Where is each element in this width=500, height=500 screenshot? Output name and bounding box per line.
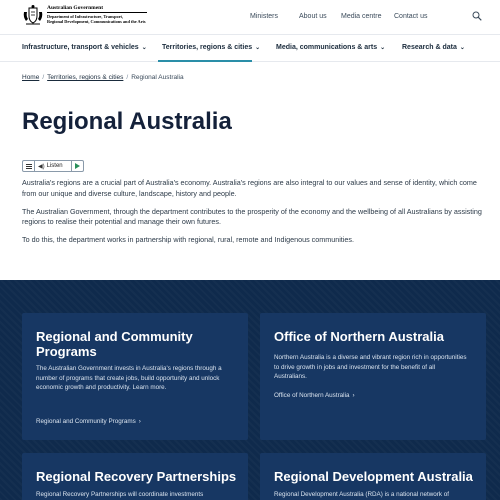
logo-divider: [47, 12, 147, 13]
card-title: Regional Development Australia: [274, 469, 473, 484]
nav-item-territories[interactable]: [162, 44, 260, 51]
card-title: Regional and Community Programs: [36, 329, 193, 359]
breadcrumb-parent[interactable]: Territories, regions & cities: [47, 74, 124, 81]
card-title: Office of Northern Australia: [274, 329, 444, 344]
feature-section: [0, 280, 500, 500]
government-logo[interactable]: [22, 4, 152, 30]
chevron-down-icon: ⌄: [459, 45, 465, 51]
nav-item-media[interactable]: [276, 44, 385, 51]
chevron-down-icon: ⌄: [141, 45, 147, 51]
intro-paragraph: The Australian Government, through the department contributes to the prosperity of the economy and the wellbeing of all Australians by assisting regions to realise their potential and manage their own futures.: [22, 206, 482, 226]
nav-item-infrastructure[interactable]: [22, 44, 147, 51]
intro-paragraph: Australia's regions are a crucial part of Australia's economy. Australia's regions are also integral to our values and sense of identity, which come from our unique and diverse culture, landscape, history and people.: [22, 178, 477, 198]
logo-department-line1: Department of Infrastructure, Transport,: [47, 14, 124, 19]
speaker-icon: ◀): [38, 163, 45, 170]
feature-card-rda[interactable]: [260, 453, 486, 500]
site-header: [0, 0, 500, 34]
breadcrumb-home[interactable]: Home: [22, 74, 40, 81]
nav-active-indicator: [158, 60, 252, 62]
feature-card-regional-programs[interactable]: [22, 313, 248, 440]
card-title: Regional Recovery Partnerships: [36, 469, 237, 484]
logo-department-line2: Regional Development, Communications and the Arts: [47, 19, 146, 24]
card-link-label: Office of Northern Australia: [274, 392, 350, 399]
play-button[interactable]: [71, 161, 83, 171]
chevron-right-icon: ›: [352, 392, 355, 399]
chevron-right-icon: ›: [138, 418, 141, 425]
card-link-label: Regional and Community Programs: [36, 418, 136, 425]
nav-item-label: Research & data: [402, 44, 457, 51]
listen-widget[interactable]: [22, 160, 84, 172]
chevron-down-icon: ⌄: [255, 45, 261, 51]
card-link[interactable]: [274, 392, 355, 399]
breadcrumb: [22, 74, 184, 81]
main-navigation: [0, 34, 500, 62]
breadcrumb-separator: /: [126, 74, 129, 81]
menu-icon[interactable]: [23, 161, 35, 171]
nav-item-label: Infrastructure, transport & vehicles: [22, 44, 139, 51]
card-body: The Australian Government invests in Australia's regions through a number of programs that create jobs, build opportunity and unlock economic growth and productivity. Learn more.: [36, 365, 222, 391]
card-body: Regional Recovery Partnerships will coordinate investments: [36, 491, 204, 498]
feature-card-recovery-partnerships[interactable]: [22, 453, 248, 500]
intro-text: [22, 178, 484, 253]
intro-paragraph: To do this, the department works in partnership with regional, rural, remote and Indigenous communities.: [22, 235, 354, 244]
feature-card-northern-australia[interactable]: [260, 313, 486, 440]
top-link-contact-us[interactable]: Contact us: [394, 13, 428, 20]
play-icon: [75, 163, 80, 169]
chevron-down-icon: ⌄: [380, 45, 386, 51]
logo-text: [47, 5, 147, 24]
card-body: Regional Development Australia (RDA) is a national network of: [274, 491, 449, 498]
page-title: Regional Australia: [22, 108, 232, 135]
card-body: Northern Australia is a diverse and vibrant region rich in opportunities to drive growth in jobs and investment for the benefit of all Australians.: [274, 354, 467, 380]
listen-label: Listen: [46, 163, 63, 169]
card-link[interactable]: [36, 418, 141, 425]
nav-item-research[interactable]: [402, 44, 465, 51]
top-link-media-centre[interactable]: Media centre: [341, 13, 382, 20]
search-icon[interactable]: [472, 11, 482, 21]
breadcrumb-current: Regional Australia: [131, 74, 184, 81]
logo-government-name: Australian Government: [47, 5, 104, 11]
top-link-ministers[interactable]: Ministers: [250, 13, 279, 20]
coat-of-arms-icon: [22, 4, 44, 28]
top-link-about-us[interactable]: About us: [299, 13, 327, 20]
breadcrumb-separator: /: [42, 74, 45, 81]
nav-item-label: Media, communications & arts: [276, 44, 378, 51]
nav-item-label: Territories, regions & cities: [162, 44, 253, 51]
